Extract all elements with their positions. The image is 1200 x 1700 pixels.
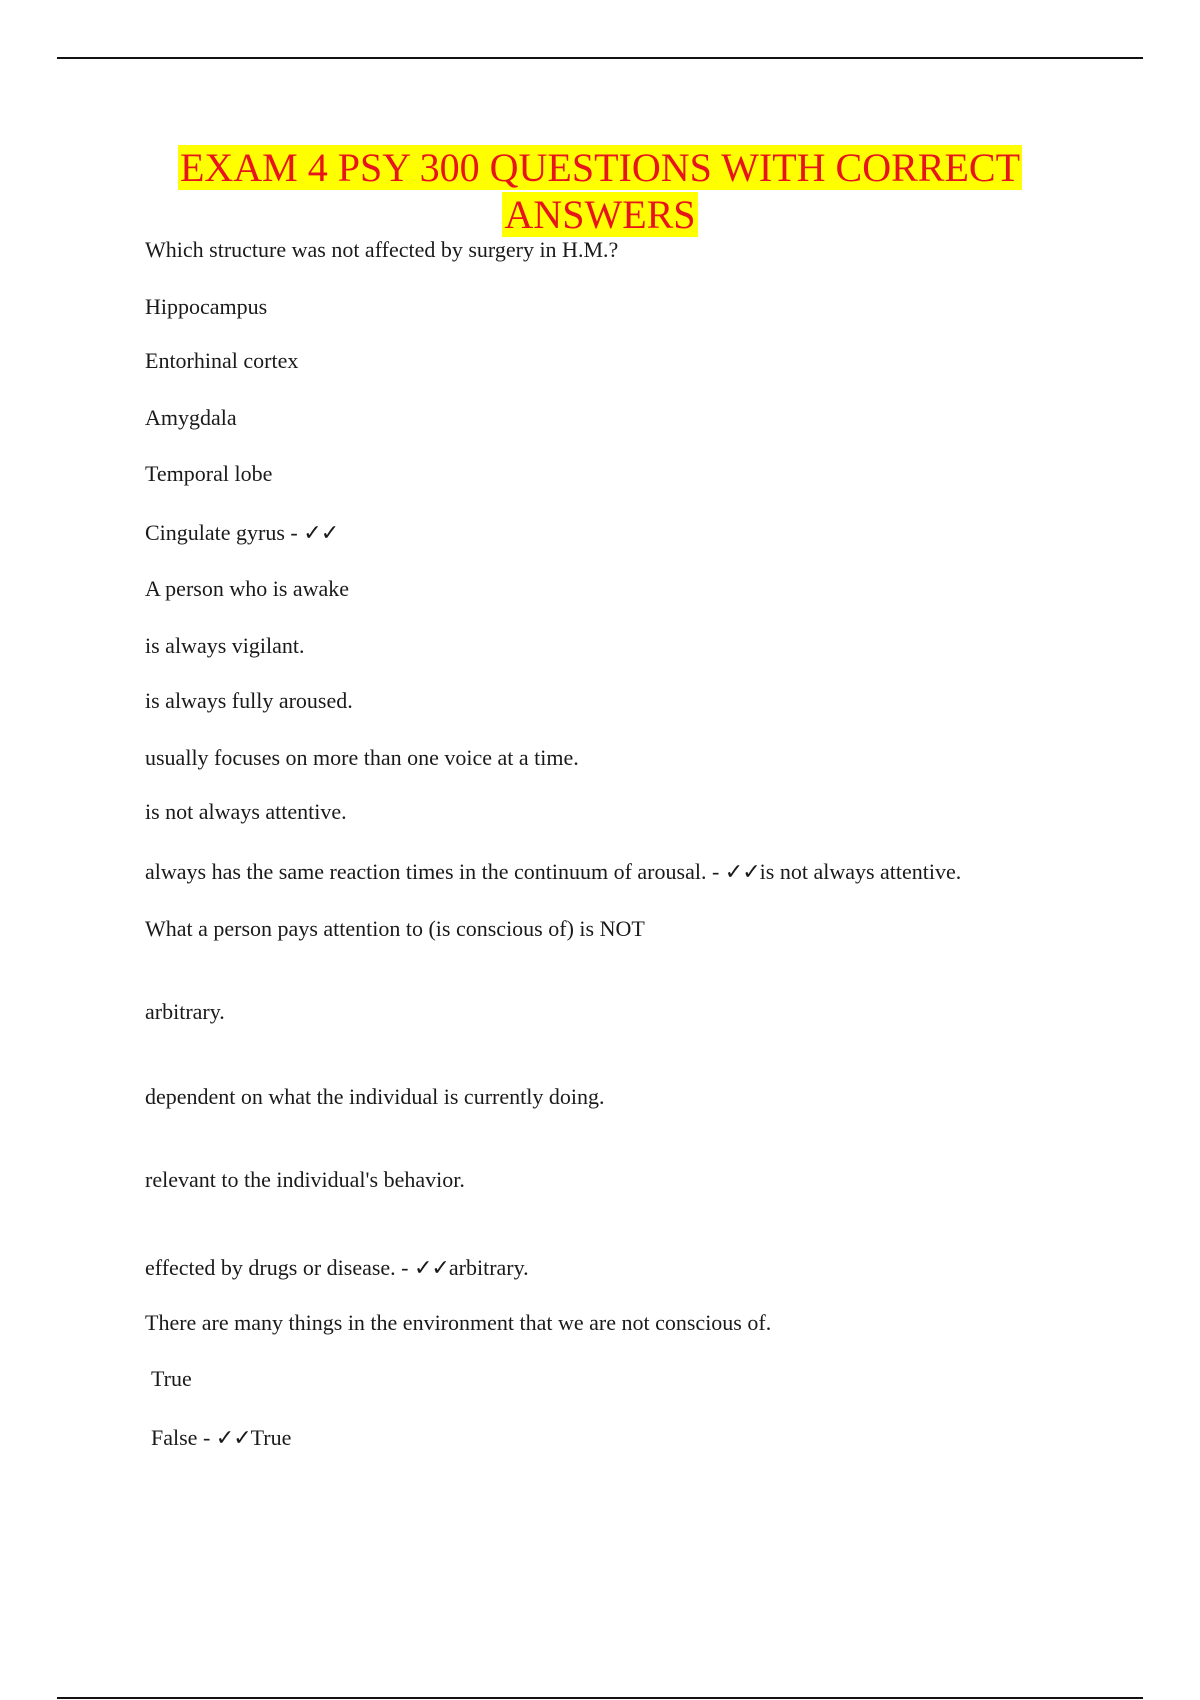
question-3: What a person pays attention to (is conscious of) is NOT [145,916,645,941]
option-true: True [151,1366,192,1391]
option-arbitrary: arbitrary. [145,999,225,1024]
option-same-reaction-times: always has the same reaction times in the continuum of arousal. - ✓✓is not always attentive. [145,859,962,885]
option-hippocampus: Hippocampus [145,294,268,319]
check-mark-icon: ✓✓ [303,521,339,546]
footer-rule [57,1697,1143,1699]
option-not-always-attentive: is not always attentive. [145,799,347,824]
option-entorhinal-cortex: Entorhinal cortex [145,348,299,373]
answer-text: arbitrary. [448,1255,529,1280]
document-title [0,144,1200,238]
option-cingulate-gyrus: Cingulate gyrus - ✓✓ [145,520,339,546]
header-rule [57,57,1143,59]
question-1: Which structure was not affected by surgery in H.M.? [145,237,619,262]
question-4: There are many things in the environment that we are not conscious of. [145,1310,772,1335]
option-vigilant: is always vigilant. [145,633,305,658]
option-amygdala: Amygdala [145,405,237,430]
check-mark-icon: ✓✓ [215,1426,251,1451]
answer-text: True [250,1425,292,1450]
check-mark-icon: ✓✓ [724,860,760,885]
option-dependent-on-doing: dependent on what the individual is currently doing. [145,1084,605,1109]
option-relevant-to-behavior: relevant to the individual's behavior. [145,1167,465,1192]
option-more-than-one-voice: usually focuses on more than one voice at a time. [145,745,579,770]
option-drugs-or-disease: effected by drugs or disease. - ✓✓arbitrary. [145,1255,529,1281]
option-false: False - ✓✓True [151,1425,292,1451]
question-2: A person who is awake [145,576,350,601]
title-line-1: EXAM 4 PSY 300 QUESTIONS WITH CORRECT [179,145,1021,190]
option-fully-aroused: is always fully aroused. [145,688,353,713]
check-mark-icon: ✓✓ [414,1256,449,1281]
option-temporal-lobe: Temporal lobe [145,461,273,486]
answer-text: is not always attentive. [759,859,962,884]
title-line-2: ANSWERS [504,192,696,237]
